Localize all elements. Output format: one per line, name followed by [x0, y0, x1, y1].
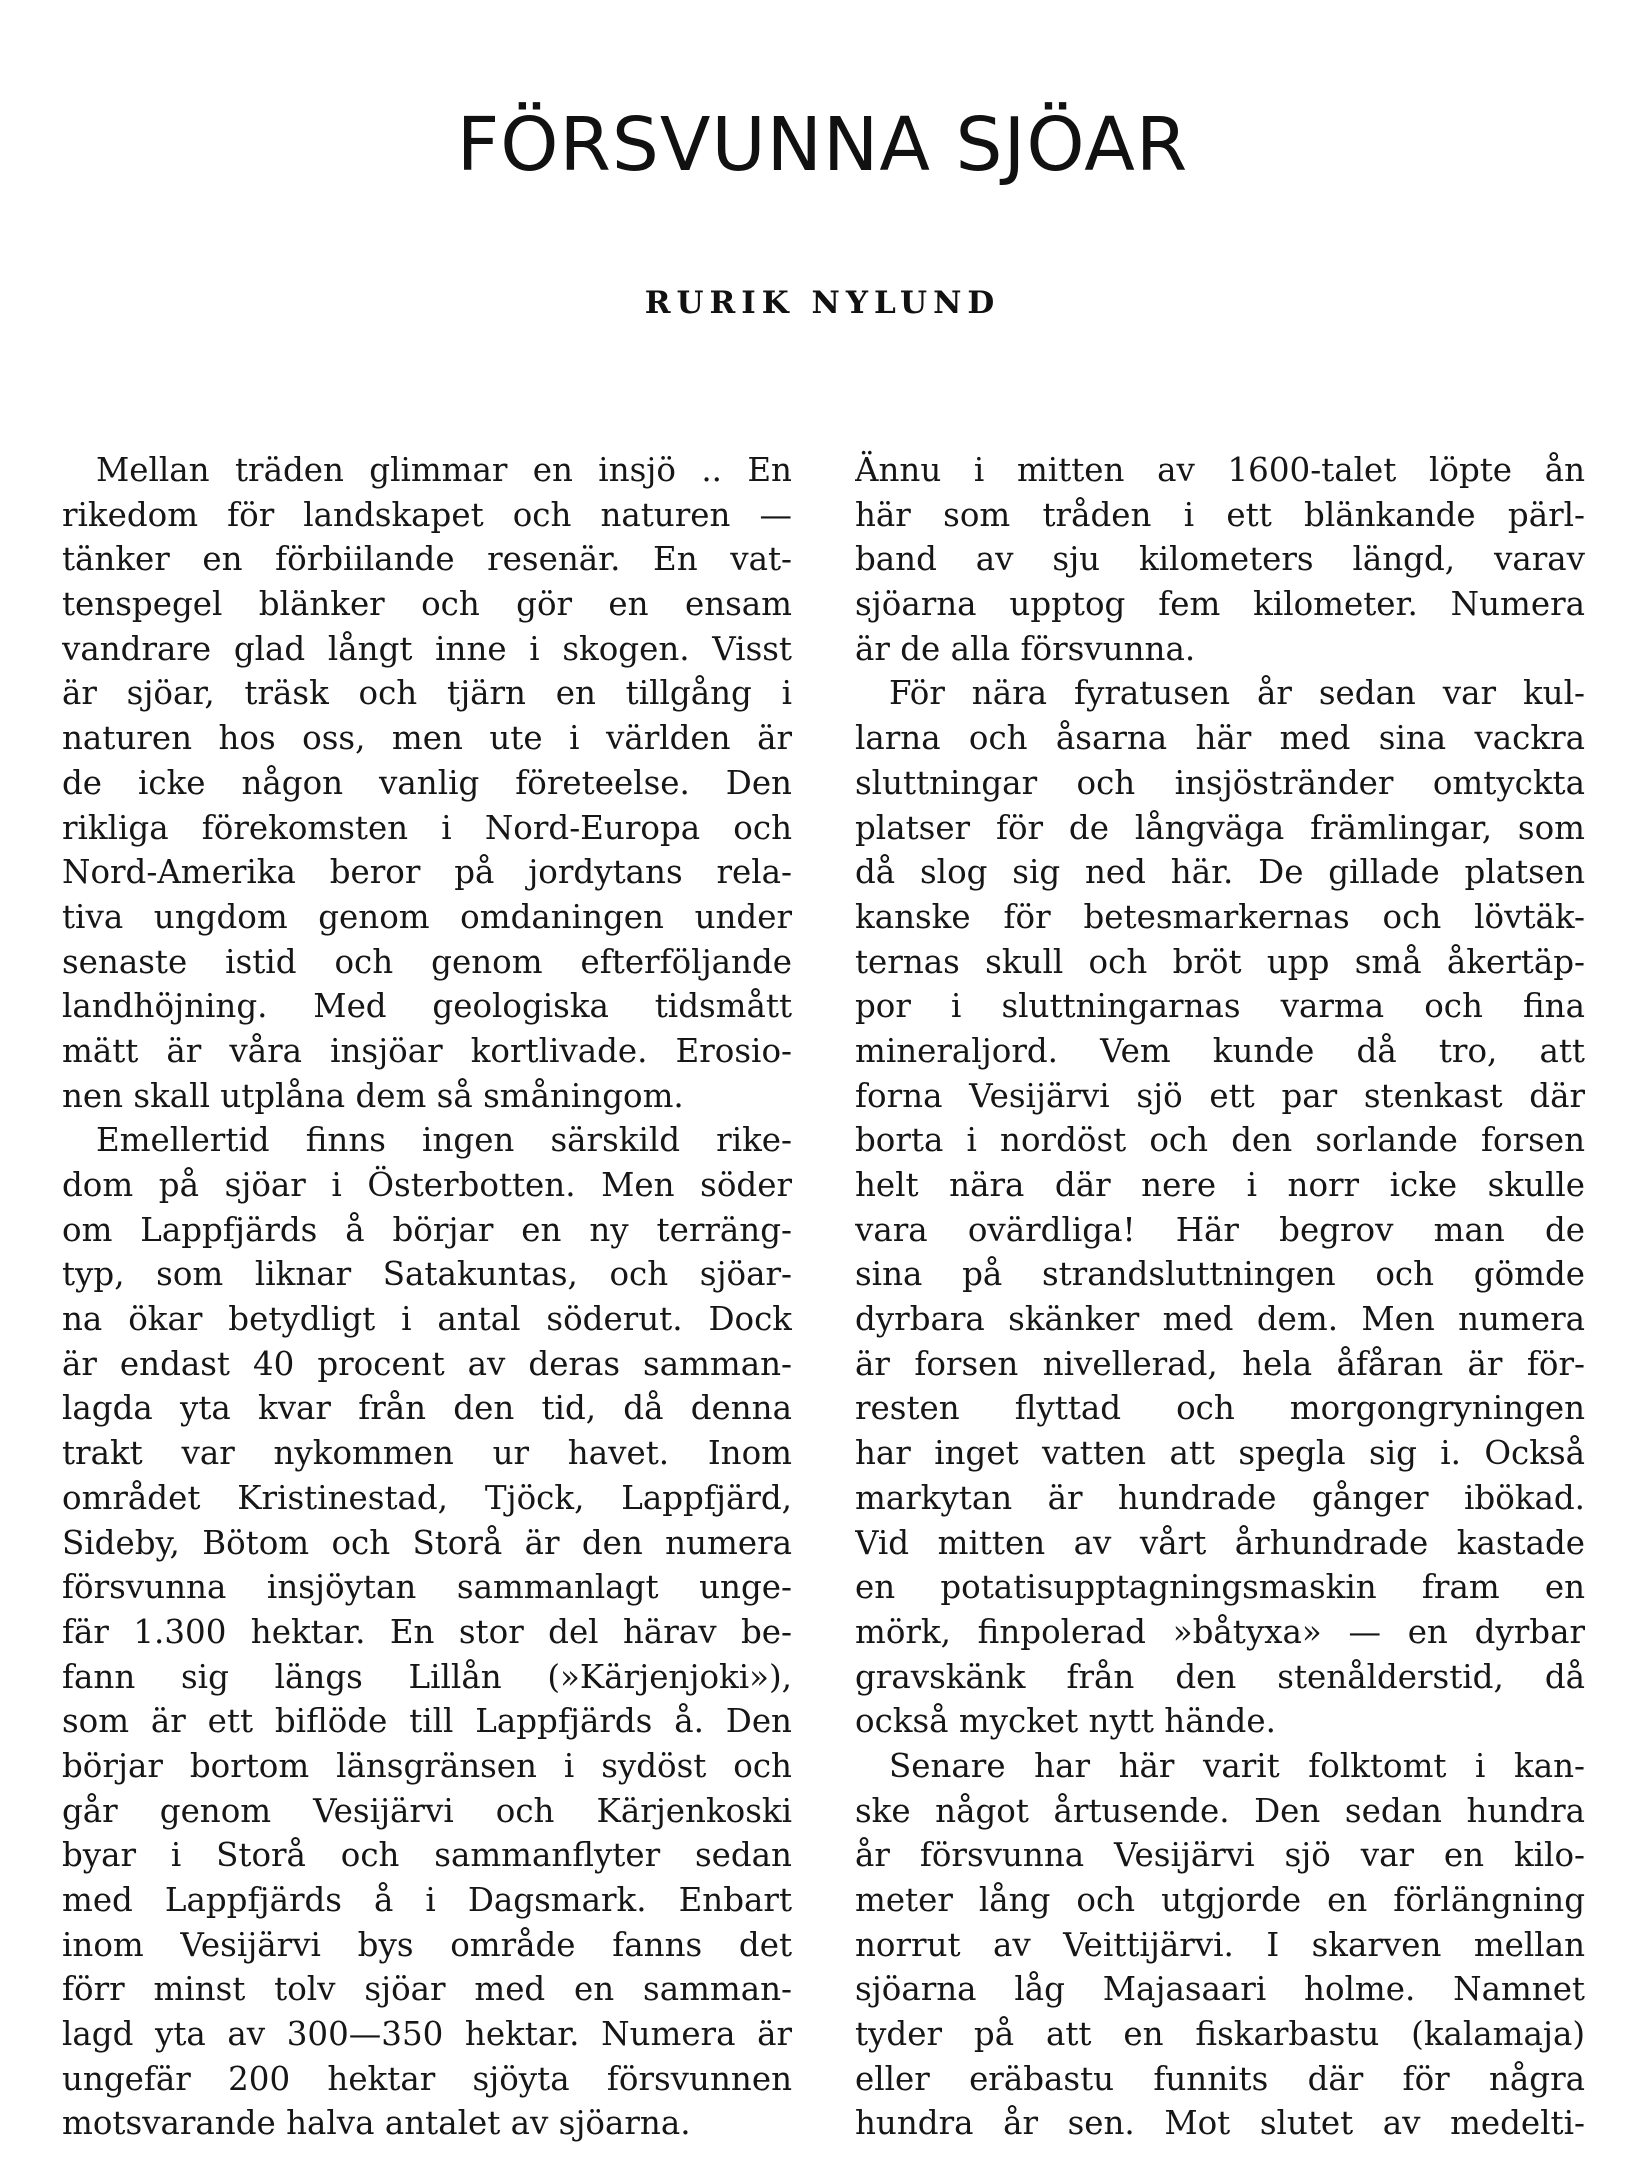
text-line: borta i nordöst och den sorlande forsen [855, 1121, 1585, 1160]
text-line: rikedom för landskapet och naturen — [62, 495, 792, 534]
text-line: Sideby, Bötom och Storå är den numera [62, 1523, 792, 1562]
text-line: helt nära där nere i norr icke skulle [855, 1166, 1585, 1204]
article-title: FÖRSVUNNA SJÖAR [456, 102, 1189, 188]
right-column [855, 448, 1585, 2146]
text-line: en potatisupptagningsmaskin fram en [855, 1568, 1585, 1607]
text-line: också mycket nytt hände. [855, 1702, 1276, 1741]
text-line: na ökar betydligt i antal söderut. Dock [62, 1300, 792, 1339]
text-line: typ, som liknar Satakuntas, och sjöar- [62, 1255, 792, 1294]
text-line: är de alla försvunna. [855, 629, 1196, 668]
text-line: sjöarna upptog fem kilometer. Numera [855, 585, 1585, 624]
text-line: här som tråden i ett blänkande pärl- [855, 495, 1585, 534]
text-line: rikliga förekomsten i Nord-Europa och [62, 808, 792, 847]
text-line: trakt var nykommen ur havet. Inom [62, 1434, 792, 1473]
text-line: förr minst tolv sjöar med en samman- [62, 1970, 792, 2009]
text-line: fär 1.300 hektar. En stor del härav be- [62, 1612, 792, 1651]
text-line: forna Vesijärvi sjö ett par stenkast där [855, 1076, 1585, 1115]
text-line: tänker en förbiilande resenär. En vat- [62, 540, 792, 579]
text-line: senaste istid och genom efterföljande [62, 942, 792, 981]
text-line: med Lappfjärds å i Dagsmark. Enbart [62, 1881, 792, 1919]
text-line: Emellertid finns ingen särskild rike- [96, 1121, 792, 1160]
text-line: tenspegel blänker och gör en ensam [62, 585, 792, 624]
text-line: För nära fyratusen år sedan var kul- [889, 674, 1585, 713]
text-line: fann sig längs Lillån (»Kärjenjoki»), [62, 1657, 792, 1696]
text-line: Vid mitten av vårt århundrade kastade [855, 1523, 1585, 1562]
text-line: nen skall utplåna dem så småningom. [62, 1076, 684, 1115]
text-line: börjar bortom länsgränsen i sydöst och [62, 1746, 792, 1785]
text-line: motsvarande halva antalet av sjöarna. [62, 2104, 691, 2143]
text-line: band av sju kilometers längd, varav [855, 540, 1585, 579]
text-line: Senare har här varit folktomt i kan- [889, 1746, 1585, 1785]
article-author: RURIK NYLUND [644, 285, 1001, 321]
text-line: por i sluttningarnas varma och fina [855, 987, 1585, 1026]
text-line: norrut av Veittijärvi. I skarven mellan [855, 1925, 1585, 1964]
text-line: tyder på att en fiskarbastu (kalamaja) [855, 2015, 1585, 2054]
text-line: sina på strandsluttningen och gömde [855, 1255, 1585, 1294]
text-line: byar i Storå och sammanflyter sedan [62, 1836, 792, 1875]
text-line: går genom Vesijärvi och Kärjenkoski [62, 1791, 792, 1830]
text-line: som är ett biflöde till Lappfjärds å. Den [62, 1702, 792, 1741]
text-line: ungefär 200 hektar sjöyta försvunnen [62, 2059, 792, 2098]
text-line: landhöjning. Med geologiska tidsmått [62, 987, 792, 1026]
text-line: då slog sig ned här. De gillade platsen [855, 853, 1585, 892]
text-line: vara ovärdliga! Här begrov man de [855, 1210, 1585, 1249]
text-line: mätt är våra insjöar kortlivade. Erosio- [62, 1031, 792, 1070]
text-line: området Kristinestad, Tjöck, Lappfjärd, [62, 1478, 792, 1517]
text-line: gravskänk från den stenålderstid, då [855, 1657, 1585, 1696]
text-line: Nord-Amerika beror på jordytans rela- [62, 853, 792, 892]
text-line: år försvunna Vesijärvi sjö var en kilo- [855, 1836, 1585, 1875]
text-line: är sjöar, träsk och tjärn en tillgång i [62, 674, 792, 713]
text-line: de icke någon vanlig företeelse. Den [62, 763, 792, 802]
text-line: dom på sjöar i Österbotten. Men söder [62, 1166, 792, 1204]
text-line: ternas skull och bröt upp små åkertäp- [855, 942, 1585, 981]
text-line: lagd yta av 300—350 hektar. Numera är [62, 2015, 792, 2054]
text-line: meter lång och utgjorde en förlängning [855, 1881, 1585, 1919]
text-line: om Lappfjärds å börjar en ny terräng- [62, 1210, 792, 1249]
text-line: försvunna insjöytan sammanlagt unge- [62, 1568, 792, 1607]
text-line: dyrbara skänker med dem. Men numera [855, 1300, 1585, 1339]
text-line: är endast 40 procent av deras samman- [62, 1344, 792, 1383]
text-line: är forsen nivellerad, hela åfåran är för- [855, 1344, 1585, 1383]
text-line: lagda yta kvar från den tid, då denna [62, 1389, 792, 1428]
text-line: platser för de långväga främlingar, som [855, 808, 1585, 847]
text-line: Ännu i mitten av 1600-talet löpte ån [855, 451, 1585, 489]
text-line: inom Vesijärvi bys område fanns det [62, 1925, 792, 1964]
text-line: naturen hos oss, men ute i världen är [62, 719, 792, 758]
left-column [62, 448, 792, 2146]
text-line: larna och åsarna här med sina vackra [855, 719, 1585, 758]
text-line: ske något årtusende. Den sedan hundra [855, 1791, 1585, 1830]
text-line: eller eräbastu funnits där för några [855, 2059, 1585, 2098]
text-line: har inget vatten att spegla sig i. Också [855, 1434, 1585, 1473]
text-line: Mellan träden glimmar en insjö .. En [96, 451, 792, 489]
text-line: vandrare glad långt inne i skogen. Visst [62, 629, 792, 668]
text-line: mörk, finpolerad »båtyxa» — en dyrbar [855, 1612, 1585, 1651]
text-line: sjöarna låg Majasaari holme. Namnet [855, 1970, 1585, 2009]
text-line: tiva ungdom genom omdaningen under [62, 897, 792, 936]
text-line: hundra år sen. Mot slutet av medelti- [855, 2104, 1585, 2143]
text-line: kanske för betesmarkernas och lövtäk- [855, 897, 1585, 936]
text-line: resten flyttad och morgongryningen [855, 1389, 1585, 1428]
text-line: mineraljord. Vem kunde då tro, att [855, 1031, 1585, 1070]
text-line: sluttningar och insjöstränder omtyckta [855, 763, 1585, 802]
text-line: markytan är hundrade gånger ibökad. [855, 1478, 1585, 1517]
